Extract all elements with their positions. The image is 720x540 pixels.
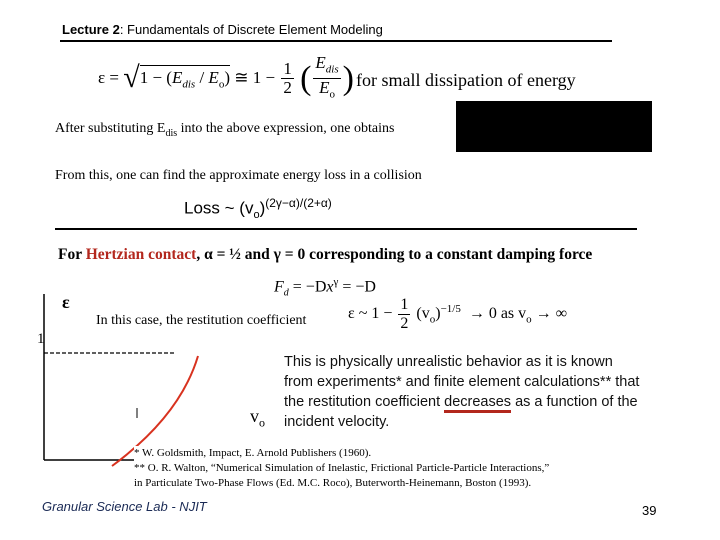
rest-half-den: 2 (400, 315, 409, 332)
eq1-e-dis: E (171, 67, 183, 87)
rest-arrow-to: → 0 as v (468, 305, 527, 323)
restitution-text: In this case, the restitution coefficient (96, 313, 307, 328)
force-lhs: F (274, 278, 284, 296)
small-dissipation-comment: for small dissipation of energy (356, 70, 576, 90)
phys-line-3-post: as a function of the (511, 394, 638, 410)
reference-2: ** O. R. Walton, “Numerical Simulation of Inelastic, Frictional Particle-Particle Interactions,” (134, 462, 550, 474)
from-this-text: From this, one can find the approximate energy loss in a collision (55, 168, 422, 183)
footer-lab-name: Granular Science Lab (42, 499, 168, 514)
loss-exponent: (2γ−α)/(2+α) (265, 196, 332, 210)
loss-sub: o (253, 209, 260, 222)
redacted-equation-box (456, 101, 652, 152)
lecture-title: : Fundamentals of Discrete Element Modeling (119, 22, 383, 37)
rest-close: ) (435, 305, 441, 323)
eq1-half-num: 1 (283, 59, 292, 79)
rest-sub: o (429, 313, 436, 326)
references (134, 446, 694, 491)
slide-header (62, 22, 383, 37)
phys-line-2: from experiments* and finite element calculations** that (284, 374, 640, 390)
reference-3: in Particulate Two-Phase Flows (Ed. M.C. Roco), Buterworth-Heinemann, Boston (1993). (134, 477, 532, 489)
sqrt-body (139, 65, 230, 91)
rest-infinity: → ∞ (535, 305, 568, 323)
eq1-num-sub: dis (325, 63, 339, 76)
eq1-ratio (313, 54, 340, 104)
eq1-den-sub: o (329, 88, 335, 101)
force-x: x (326, 278, 334, 296)
rest-paren: (v (416, 305, 430, 323)
rest-half-num: 1 (400, 296, 409, 313)
reference-1: * W. Goldsmith, Impact, E. Arnold Publishers (1960). (134, 447, 372, 459)
rest-arrow-sub: o (526, 313, 532, 326)
after-sub: dis (165, 127, 178, 139)
eq1-den-e: E (319, 78, 330, 98)
loss-rule (55, 228, 637, 230)
phys-line-1: This is physically unrealistic behavior as it is known (284, 354, 613, 370)
rest-half (398, 296, 410, 333)
footer-lab (42, 499, 207, 514)
force-rhs2: = −D (342, 278, 376, 296)
eq1-lhs: ε = (98, 67, 119, 87)
eq1-close: ) (224, 67, 230, 87)
restitution-equation (348, 296, 567, 333)
x-axis-label (250, 406, 265, 431)
eq1-o-sub: o (218, 78, 225, 91)
hertzian-contact-highlight: Hertzian contact (85, 246, 197, 263)
eq1-num-e: E (315, 53, 326, 72)
eq1-e-o: E (208, 67, 219, 87)
header-rule (60, 40, 612, 42)
right-paren: ) (342, 59, 354, 97)
loss-close: ) (259, 198, 266, 218)
phys-line-4: incident velocity. (284, 414, 390, 430)
hertz-post: , α = ½ and γ = 0 corresponding to a constant damping force (196, 246, 593, 263)
after-pre: After substituting E (55, 121, 166, 136)
phys-line-3 (284, 392, 684, 412)
y-axis-label: ε (62, 292, 70, 312)
loss-equation (184, 196, 332, 221)
loss-label: Loss ~ (v (184, 198, 254, 218)
hertzian-line (58, 246, 592, 264)
eq1-slash: / (199, 67, 209, 87)
y-tick-label: 1 (37, 331, 45, 347)
x-axis-sub: o (259, 415, 265, 430)
x-axis-v: v (250, 406, 259, 426)
after-post: into the above expression, one obtains (177, 121, 395, 136)
eq1-dis-sub: dis (182, 78, 196, 91)
eq1-one-minus: 1 − ( (139, 67, 172, 87)
force-gamma: γ (333, 276, 339, 288)
left-paren: ( (300, 59, 312, 97)
page-number: 39 (642, 503, 657, 518)
unrealistic-paragraph (284, 352, 684, 432)
footer-njit: - NJIT (167, 499, 207, 514)
force-rhs: = −D (292, 278, 327, 296)
hertz-pre: For (58, 246, 86, 263)
phys-line-3-pre: the restitution coefficient (284, 394, 445, 410)
sqrt-symbol: √ (123, 60, 140, 94)
decreases-emphasis: decreases (444, 394, 511, 413)
rest-lhs: ε ~ 1 − (348, 305, 393, 323)
eq1-approx: ≅ 1 − (234, 67, 276, 87)
force-lhs-sub: d (283, 287, 289, 299)
rest-exp: −1/5 (440, 302, 461, 315)
eq1-half-den: 2 (283, 78, 292, 98)
epsilon-equation (98, 54, 354, 104)
after-substituting-text (55, 121, 394, 139)
lecture-label: Lecture 2 (62, 22, 120, 37)
eq1-half (281, 60, 294, 97)
